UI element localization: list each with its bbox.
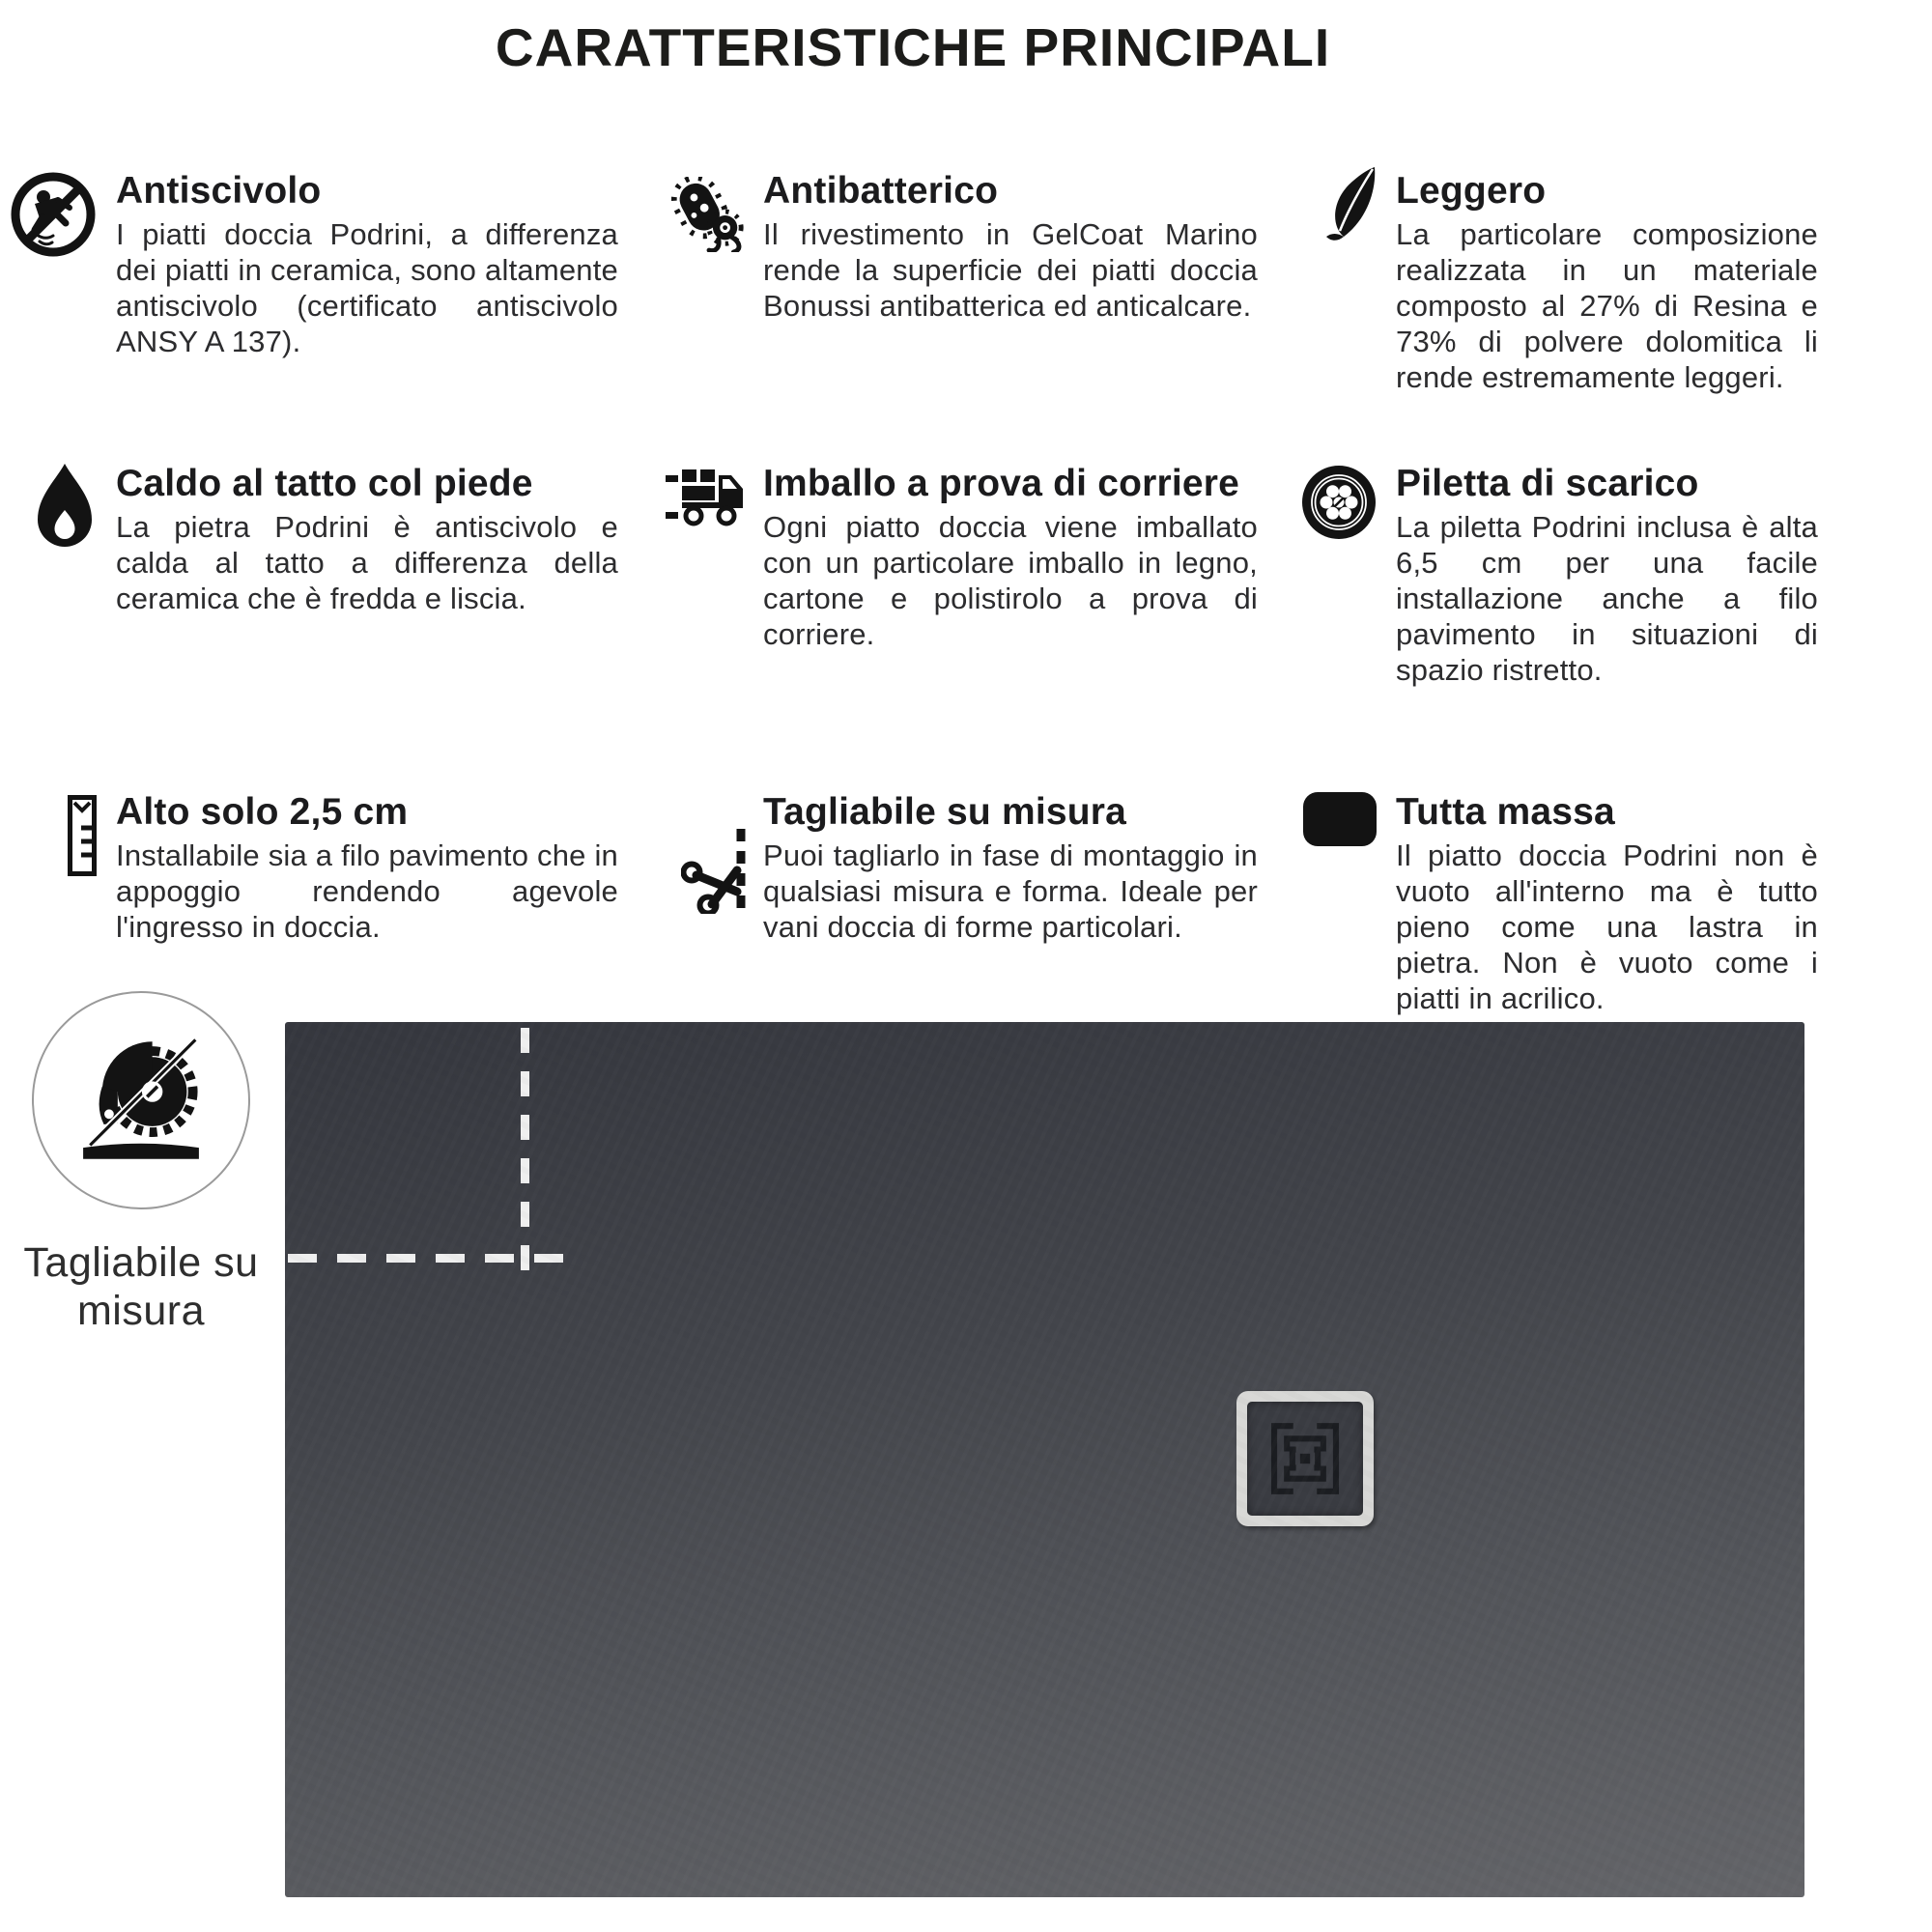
feature-desc: La pietra Podrini è antiscivolo e calda al tatto a differenza della ceramica che è fredda e liscia. <box>116 510 618 615</box>
flame-icon <box>10 462 97 551</box>
feature-alto-solo <box>10 790 618 945</box>
feature-title: Antiscivolo <box>116 170 322 212</box>
feature-desc: Il rivestimento in GelCoat Marino rende la superficie dei piatti doccia Bonussi antibatterica ed anticalcare. <box>763 217 1258 323</box>
bacteria-icon <box>657 177 749 252</box>
feature-title: Caldo al tatto col piede <box>116 463 533 504</box>
drain-grate <box>1247 1402 1363 1516</box>
solid-block-icon <box>1294 792 1377 846</box>
feature-title: Antibatterico <box>763 170 999 212</box>
feature-antibatterico <box>657 169 1258 324</box>
no-slip-icon <box>10 171 97 258</box>
drain-cover <box>1236 1391 1374 1526</box>
feature-title: Leggero <box>1396 170 1547 212</box>
feature-piletta <box>1294 462 1818 688</box>
ruler-icon <box>10 795 97 876</box>
feature-desc: La piletta Podrini inclusa è alta 6,5 cm per una facile installazione anche a filo pavimento in situazioni di spazio ristretto. <box>1396 510 1818 687</box>
feature-desc: Puoi tagliarlo in fase di montaggio in qualsiasi misura e forma. Ideale per vani doccia di forme particolari. <box>763 838 1258 944</box>
circular-saw-icon <box>32 991 250 1209</box>
feature-title: Alto solo 2,5 cm <box>116 791 409 833</box>
feature-title: Imballo a prova di corriere <box>763 463 1240 504</box>
cut-line-vertical <box>521 1028 529 1289</box>
feature-imballo <box>657 462 1258 652</box>
feature-tutta-massa <box>1294 790 1818 1016</box>
scissors-cut-icon <box>657 827 749 914</box>
badge-label: Tagliabile su misura <box>23 1239 259 1334</box>
feature-title: Piletta di scarico <box>1396 463 1699 504</box>
feature-tagliabile <box>657 790 1258 945</box>
feature-desc: Installabile sia a filo pavimento che in appoggio rendendo agevole l'ingresso in doccia. <box>116 838 618 944</box>
feature-title: Tutta massa <box>1396 791 1615 833</box>
feature-desc: I piatti doccia Podrini, a differenza dei piatti in ceramica, sono altamente antiscivolo (certificato antiscivolo ANSY A 137). <box>116 217 618 358</box>
feature-antiscivolo <box>10 169 618 359</box>
feature-desc: La particolare composizione realizzata in un materiale composto al 27% di Resina e 73% di polvere dolomitica li rende estremamente leggeri. <box>1396 217 1818 394</box>
shower-tray-image <box>285 1022 1804 1897</box>
drain-circle-icon <box>1294 465 1377 540</box>
feature-caldo-al-tatto <box>10 462 618 616</box>
feature-desc: Ogni piatto doccia viene imballato con un particolare imballo in legno, cartone e polistirolo a prova di corriere. <box>763 510 1258 651</box>
feature-desc: Il piatto doccia Podrini non è vuoto all'interno ma è tutto pieno come una lastra in pietra. Non è vuoto come i piatti in acrilico. <box>1396 838 1818 1015</box>
feather-icon <box>1294 165 1377 241</box>
feature-leggero <box>1294 169 1818 395</box>
truck-icon <box>657 469 749 529</box>
page-title: CARATTERISTICHE PRINCIPALI <box>495 17 1331 77</box>
feature-title: Tagliabile su misura <box>763 791 1127 833</box>
cut-line-horizontal <box>288 1254 582 1263</box>
